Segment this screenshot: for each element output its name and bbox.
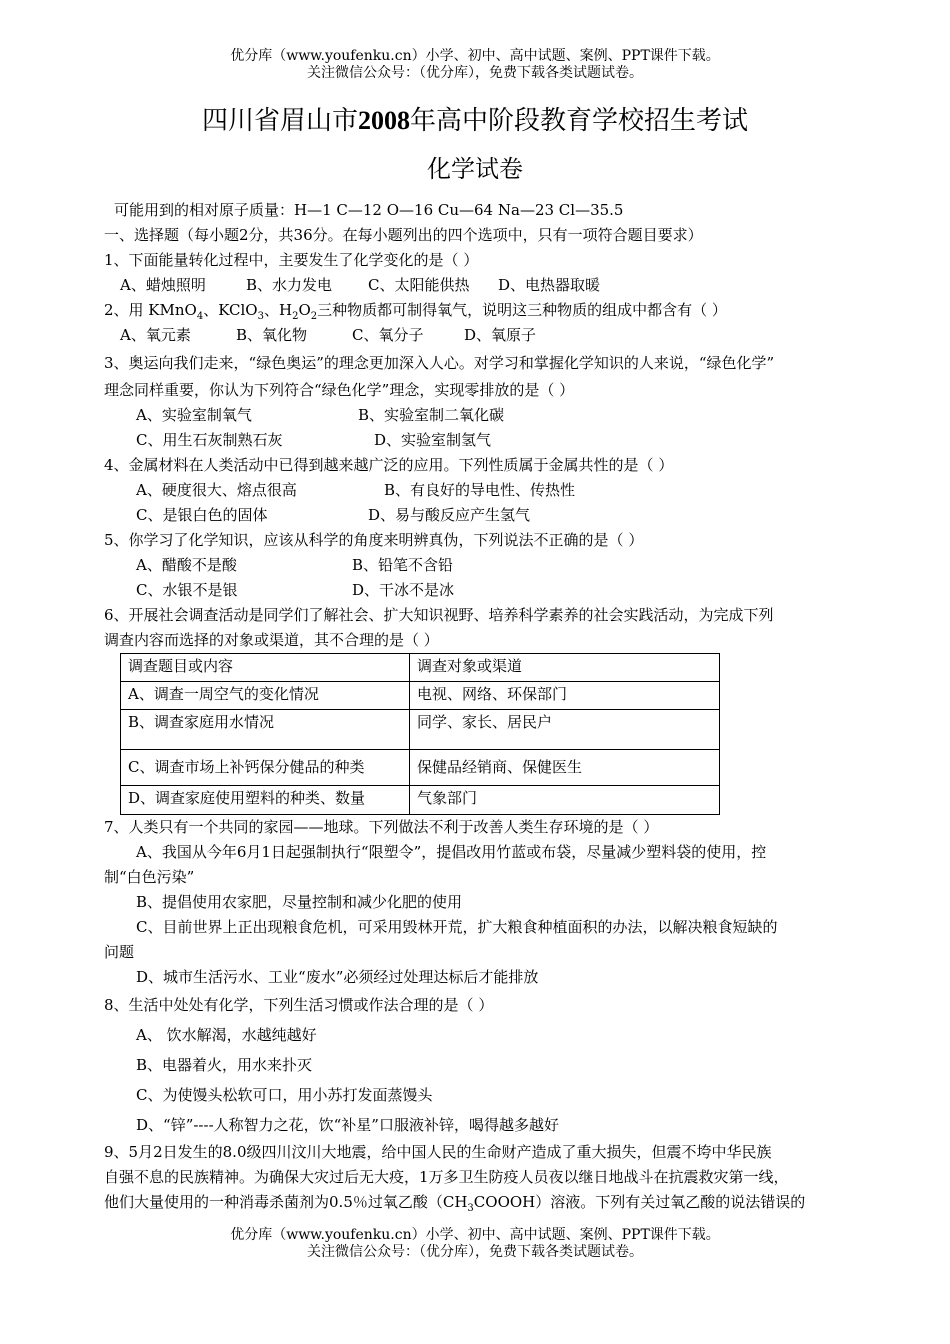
q3-stem-line-2: 理念同样重要，你认为下列符合“绿色化学”理念，实现零排放的是（ ）: [104, 381, 575, 399]
q4-stem: 4、金属材料在人类活动中已得到越来越广泛的应用。下列性质属于金属共性的是（ ）: [104, 456, 674, 474]
q2-option-c: C、氧分子: [352, 326, 424, 344]
q5-stem: 5、你学习了化学知识，应该从科学的角度来明辨真伪，下列说法不正确的是（ ）: [104, 531, 644, 549]
table-cell: B、调查家庭用水情况: [121, 710, 410, 750]
q2-option-a: A、氧元素: [120, 326, 191, 344]
q3-options-row-1: [104, 403, 864, 428]
title-year: 2008: [358, 106, 410, 135]
table-cell: 电视、网络、环保部门: [410, 682, 720, 710]
table-row: [121, 786, 720, 815]
page-footer: [0, 1227, 950, 1261]
q9-line-3-text-2: COOOH）溶液。下列有关过氧乙酸的说法错误的: [473, 1193, 806, 1211]
q4-options-row-1: [104, 478, 864, 503]
page-header: [0, 48, 950, 82]
q8-option-a: A、 饮水解渴，水越纯越好: [136, 1026, 317, 1044]
q3-options-row-2: [104, 428, 864, 453]
q5-option-c: C、水银不是银: [136, 581, 238, 599]
q8-option-d: D、“锌”----人称智力之花，饮“补星”口服液补锌，喝得越多越好: [136, 1116, 559, 1134]
exam-body: [104, 198, 864, 1215]
atomic-masses: 可能用到的相对原子质量：H—1 C—12 O—16 Cu—64 Na—23 Cl—35.5: [114, 201, 624, 219]
q2-sub-2: 3: [257, 311, 264, 322]
q2-text-1: 2、用 KMnO: [104, 301, 197, 319]
q7-option-c-line-1: C、目前世界上正出现粮食危机，可采用毁林开荒，扩大粮食种植面积的办法，以解决粮食短缺的: [136, 918, 778, 936]
footer-line-2: 关注微信公众号：（优分库），免费下载各类试题试卷。: [307, 1244, 643, 1260]
table-row: [121, 750, 720, 786]
q1-stem: 1、下面能量转化过程中，主要发生了化学变化的是（ ）: [104, 251, 479, 269]
table-header-row: [121, 654, 720, 682]
q5-options-row-2: [104, 578, 864, 603]
q2-option-b: B、氧化物: [236, 326, 308, 344]
table-row: [121, 682, 720, 710]
q2-sub-1: 4: [196, 311, 204, 322]
q8-option-b: B、电器着火，用水来扑灭: [136, 1056, 313, 1074]
title-pre: 四川省眉山市: [201, 106, 358, 136]
q9-stem-line-2: 自强不息的民族精神。为确保大灾过后无大疫，1万多卫生防疫人员夜以继日地战斗在抗震救灾第一线，: [104, 1168, 789, 1186]
q4-option-b: B、有良好的导电性、传热性: [384, 481, 576, 499]
q1-option-d: D、电热器取暖: [498, 276, 601, 294]
q2-stem: [104, 298, 864, 323]
q7-option-d: D、城市生活污水、工业“废水”必须经过处理达标后才能排放: [136, 968, 539, 986]
section-heading: 一、选择题（每小题2分，共36分。在每小题列出的四个选项中，只有一项符合题目要求）: [104, 226, 703, 244]
q2-options: [104, 323, 864, 348]
q4-option-c: C、是银白色的固体: [136, 506, 268, 524]
table-cell: D、调查家庭使用塑料的种类、数量: [121, 786, 410, 815]
q9-line-3-sub: 3: [467, 1203, 474, 1214]
q5-option-d: D、干冰不是冰: [352, 581, 455, 599]
footer-line-1: 优分库（www.youfenku.cn）小学、初中、高中试题、案例、PPT课件下载。: [230, 1227, 720, 1243]
q1-option-c: C、太阳能供热: [368, 276, 470, 294]
q9-stem-line-1: 9、5月2日发生的8.0级四川汶川大地震，给中国人民的生命财产造成了重大损失，但震不垮中华民族: [104, 1143, 772, 1161]
q6-stem-line-2: 调查内容而选择的对象或渠道，其不合理的是（ ）: [104, 631, 439, 649]
q9-stem-line-3: [104, 1190, 864, 1215]
q3-option-c: C、用生石灰制熟石灰: [136, 431, 283, 449]
q1-option-b: B、水力发电: [246, 276, 333, 294]
q7-option-c-line-2: 问题: [104, 943, 135, 961]
header-line-2: 关注微信公众号：（优分库），免费下载各类试题试卷。: [307, 65, 643, 81]
q7-option-a-line-1: A、我国从今年6月1日起强制执行“限塑令”，提倡改用竹蓝或布袋，尽量减少塑料袋的使用，控: [136, 843, 767, 861]
q4-option-d: D、易与酸反应产生氢气: [368, 506, 531, 524]
q1-options: [104, 273, 864, 298]
q5-options-row-1: [104, 553, 864, 578]
exam-title: [0, 104, 950, 138]
q6-stem-line-1: 6、开展社会调查活动是同学们了解社会、扩大知识视野、培养科学素养的社会实践活动，为完成下列: [104, 606, 774, 624]
q8-option-c: C、为使馒头松软可口，用小苏打发面蒸馒头: [136, 1086, 433, 1104]
q2-sub-3: 2: [292, 311, 299, 322]
table-header-cell: 调查题目或内容: [121, 654, 410, 682]
q1-option-a: A、蜡烛照明: [120, 276, 206, 294]
title-post: 年高中阶段教育学校招生考试: [410, 106, 749, 136]
q7-stem: 7、人类只有一个共同的家园——地球。下列做法不利于改善人类生存环境的是（ ）: [104, 818, 659, 836]
q2-text-5: 三种物质都可制得氧气，说明这三种物质的组成中都含有（ ）: [317, 301, 727, 319]
table-cell: 气象部门: [410, 786, 720, 815]
table-cell: 保健品经销商、保健医生: [410, 750, 720, 786]
q4-option-a: A、硬度很大、熔点很高: [136, 481, 297, 499]
table-header-cell: 调查对象或渠道: [410, 654, 720, 682]
q5-option-b: B、铅笔不含铅: [352, 556, 454, 574]
q5-option-a: A、醋酸不是酸: [136, 556, 237, 574]
table-row: [121, 710, 720, 750]
q9-line-3-text-1: 他们大量使用的一种消毒杀菌剂为0.5％过氧乙酸（CH: [104, 1193, 468, 1211]
q3-option-a: A、实验室制氧气: [136, 406, 252, 424]
q2-sub-4: 2: [310, 311, 318, 322]
exam-subtitle: 化学试卷: [427, 155, 523, 183]
q7-option-b: B、提倡使用农家肥，尽量控制和减少化肥的使用: [136, 893, 463, 911]
survey-table: [120, 653, 720, 815]
q4-options-row-2: [104, 503, 864, 528]
q3-stem-line-1: 3、奥运向我们走来，“绿色奥运”的理念更加深入人心。对学习和掌握化学知识的人来说，“绿色化学”: [104, 354, 775, 372]
q3-option-b: B、实验室制二氧化碳: [358, 406, 505, 424]
q2-text-2: 、KClO: [203, 301, 258, 319]
table-cell: 同学、家长、居民户: [410, 710, 720, 750]
table-cell: C、调查市场上补钙保分健品的种类: [121, 750, 410, 786]
table-cell: A、调查一周空气的变化情况: [121, 682, 410, 710]
q3-option-d: D、实验室制氢气: [374, 431, 492, 449]
header-line-1: 优分库（www.youfenku.cn）小学、初中、高中试题、案例、PPT课件下载。: [230, 48, 720, 64]
q8-stem: 8、生活中处处有化学，下列生活习惯或作法合理的是（ ）: [104, 996, 494, 1014]
q2-text-3: 、H: [263, 301, 293, 319]
q2-text-4: O: [298, 301, 311, 319]
q2-option-d: D、氧原子: [464, 326, 537, 344]
q7-option-a-line-2: 制“白色污染”: [104, 868, 195, 886]
